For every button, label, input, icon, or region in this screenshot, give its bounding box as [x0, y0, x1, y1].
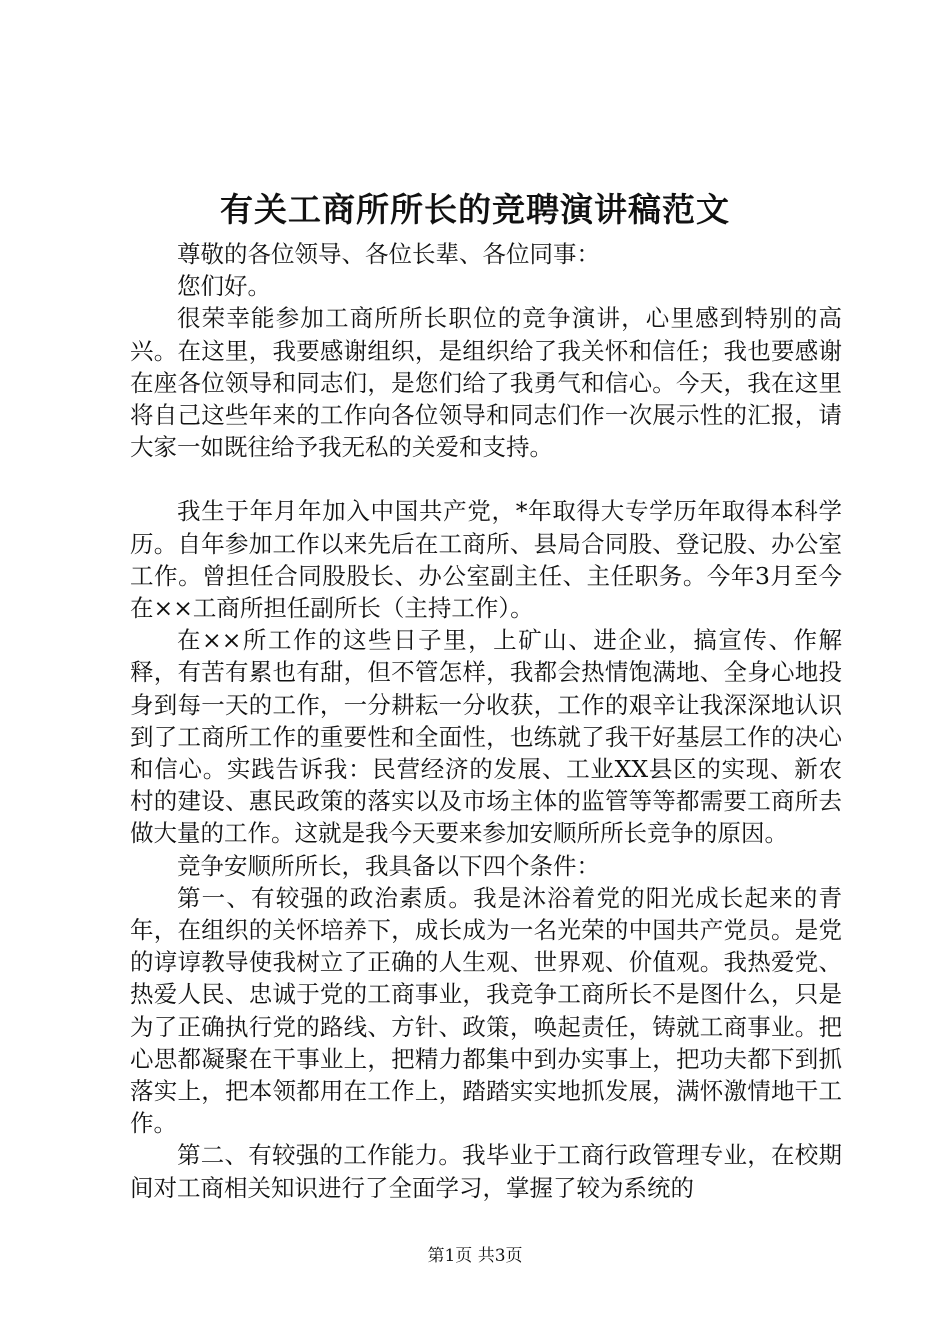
paragraph-conditions-intro: 竞争安顺所所长，我具备以下四个条件：: [177, 851, 600, 880]
paragraph-experience: 在××所工作的这些日子里，上矿山、进企业，搞宣传、作解释，有苦有累也有甜，但不管怎样，我都会热情饱满地、全身心地投身到每一天的工作，一分耕耘一分收获，工作的艰辛让我深深地认识到了工商所工作的重要性和全面性，也练就了我干好基层工作的决心和信心。实践告诉我：民营经济的发展、工业XX县区的实现、新农村的建设、惠民政策的落实以及市场主体的监管等等都需要工商所去做大量的工作。这就是我今天要来参加安顺所所长竞争的原因。: [130, 626, 842, 848]
paragraph-condition-2: 第二、有较强的工作能力。我毕业于工商行政管理专业，在校期间对工商相关知识进行了全面学习，掌握了较为系统的: [130, 1141, 842, 1202]
salutation: 尊敬的各位领导、各位长辈、各位同事：: [177, 240, 600, 268]
paragraph-background: 我生于年月年加入中国共产党，*年取得大专学历年取得本科学历。自年参加工作以来先后在工商所、县局合同股、登记股、办公室工作。曾担任合同股股长、办公室副主任、主任职务。今年3月至今在××工商所担任副所长（主持工作）。: [130, 497, 842, 623]
paragraph-condition-1: 第一、有较强的政治素质。我是沐浴着党的阳光成长起来的青年，在组织的关怀培养下，成长成为一名光荣的中国共产党员。是党的谆谆教导使我树立了正确的人生观、世界观、价值观。我热爱党、热爱人民、忠诚于党的工商事业，我竞争工商所长不是图什么，只是为了正确执行党的路线、方针、政策，唤起责任，铸就工商事业。把心思都凝聚在干事业上，把精力都集中到办实事上，把功夫都下到抓落实上，把本领都用在工作上，踏踏实实地抓发展，满怀激情地干工作。: [130, 883, 842, 1138]
document-body: [130, 238, 842, 1204]
paragraph-intro: 很荣幸能参加工商所所长职位的竞争演讲，心里感到特别的高兴。在这里，我要感谢组织，是组织给了我关怀和信任；我也要感谢在座各位领导和同志们，是您们给了我勇气和信心。今天，我在这里将自己这些年来的工作向各位领导和同志们作一次展示性的汇报，请大家一如既往给予我无私的关爱和支持。: [130, 304, 842, 462]
page-footer: 第1页 共3页: [427, 1246, 523, 1266]
greeting: 您们好。: [177, 272, 271, 301]
document-title: 有关工商所所长的竞聘演讲稿范文: [220, 190, 730, 229]
